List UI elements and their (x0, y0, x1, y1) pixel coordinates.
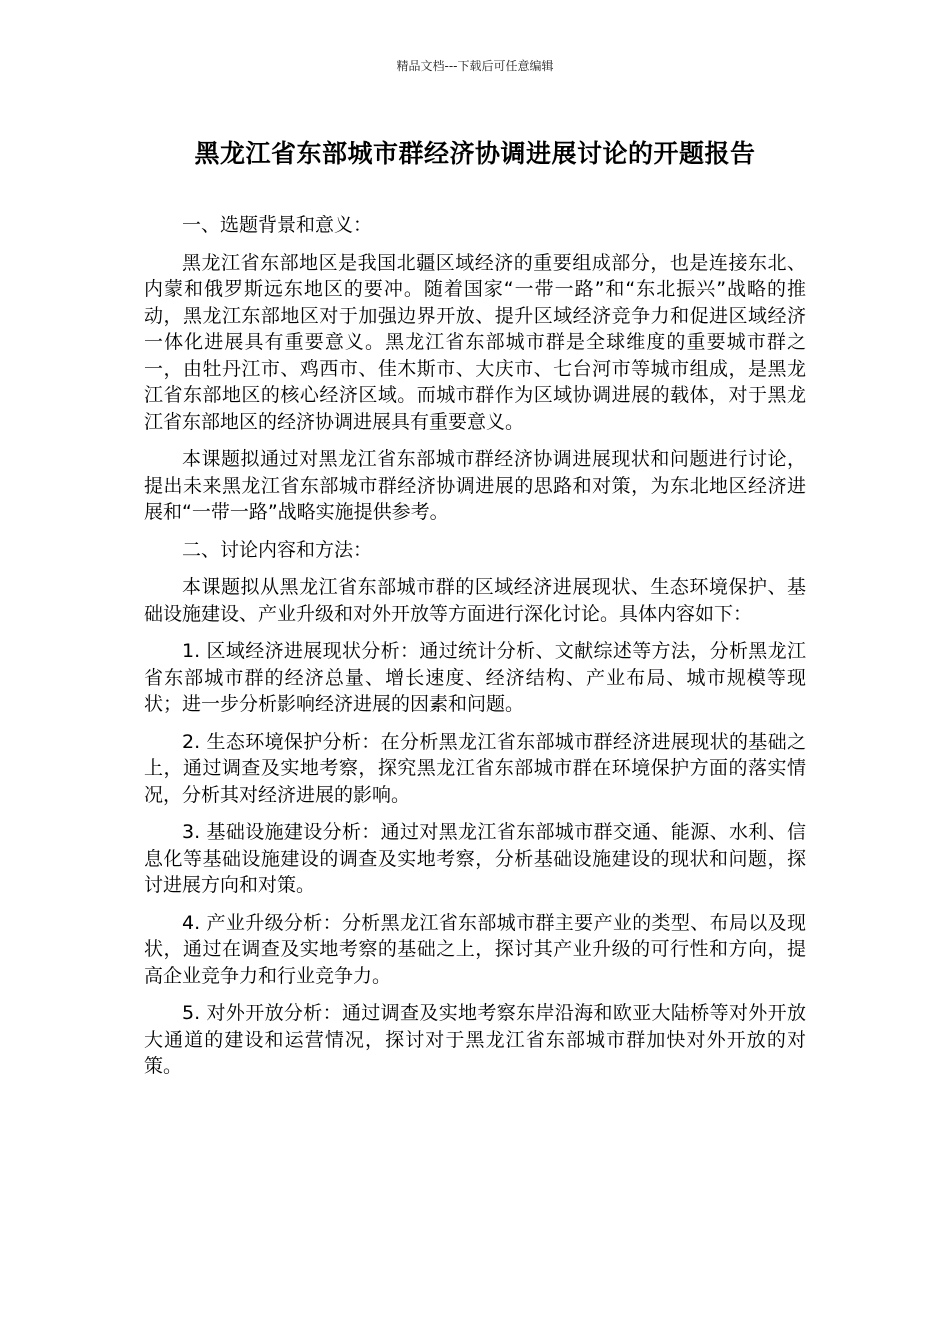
document-title: 黑龙江省东部城市群经济协调进展讨论的开题报告 (194, 139, 756, 168)
list-item-infrastructure: 3. 基础设施建设分析：通过对黑龙江省东部城市群交通、能源、水利、信息化等基础设施建设的调查及实地考察，分析基础设施建设的现状和问题，探讨进展方向和对策。 (144, 821, 806, 896)
list-item-ecological-protection: 2. 生态环境保护分析：在分析黑龙江省东部城市群经济进展现状的基础之上，通过调查及实地考察，探究黑龙江省东部城市群在环境保护方面的落实情况，分析其对经济进展的影响。 (144, 730, 806, 806)
section-heading-background: 一、选题背景和意义： (182, 214, 373, 236)
section-heading-content-methods: 二、讨论内容和方法： (182, 538, 373, 561)
header-note: 精品文档---下载后可任意编辑 (396, 59, 554, 73)
paragraph-content-intro: 本课题拟从黑龙江省东部城市群的区域经济进展现状、生态环境保护、基础设施建设、产业升级和对外开放等方面进行深化讨论。具体内容如下： (144, 576, 806, 625)
document-body (144, 212, 806, 1091)
list-item-opening-up: 5. 对外开放分析：通过调查及实地考察东岸沿海和欧亚大陆桥等对外开放大通道的建设和运营情况，探讨对于黑龙江省东部城市群加快对外开放的对策。 (144, 1002, 806, 1077)
list-item-industrial-upgrade: 4. 产业升级分析：分析黑龙江省东部城市群主要产业的类型、布局以及现状，通过在调查及实地考察的基础之上，探讨其产业升级的可行性和方向，提高企业竞争力和行业竞争力。 (144, 911, 806, 987)
list-item-regional-economy: 1. 区域经济进展现状分析：通过统计分析、文献综述等方法，分析黑龙江省东部城市群的经济总量、增长速度、经济结构、产业布局、城市规模等现状；进一步分析影响经济进展的因素和问题。 (144, 640, 806, 715)
paragraph-purpose: 本课题拟通过对黑龙江省东部城市群经济协调进展现状和问题进行讨论，提出未来黑龙江省东部城市群经济协调进展的思路和对策，为东北地区经济进展和“一带一路”战略实施提供参考。 (144, 448, 806, 523)
paragraph-background: 黑龙江省东部地区是我国北疆区域经济的重要组成部分，也是连接东北、内蒙和俄罗斯远东地区的要冲。随着国家“一带一路”和“东北振兴”战略的推动，黑龙江东部地区对于加强边界开放、提升区域经济竞争力和促进区域经济一体化进展具有重要意义。黑龙江省东部城市群是全球维度的重要城市群之一，由牡丹江市、鸡西市、佳木斯市、大庆市、七台河市等城市组成，是黑龙江省东部地区的核心经济区域。而城市群作为区域协调进展的载体，对于黑龙江省东部地区的经济协调进展具有重要意义。 (144, 251, 806, 433)
